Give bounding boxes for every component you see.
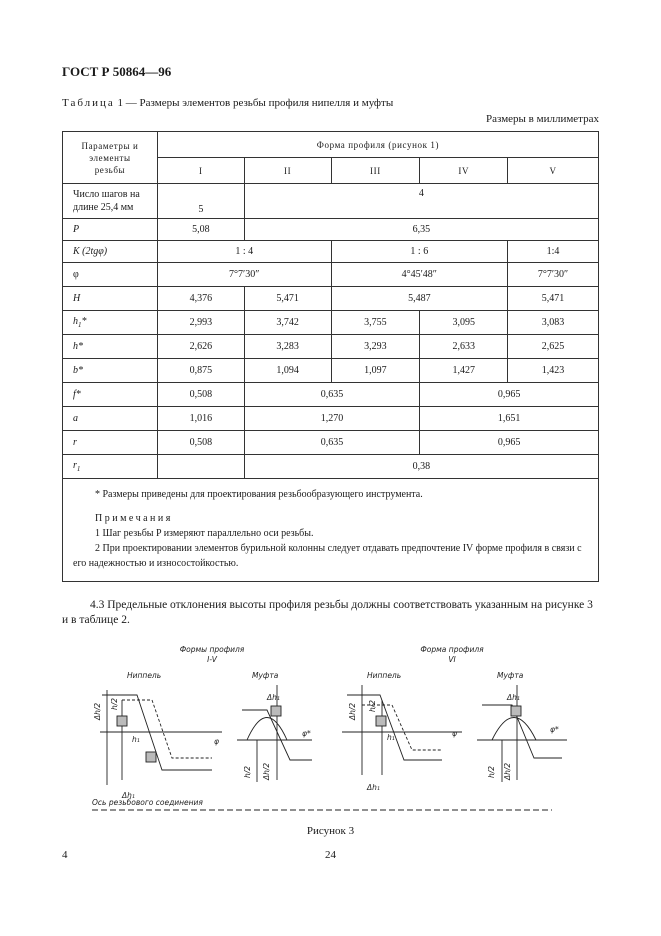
hatched-mark	[271, 706, 281, 716]
row-label: Число шагов на длине 25,4 мм	[63, 184, 158, 219]
figure-caption: Рисунок 3	[306, 825, 355, 837]
table-cell: 7°7′30″	[508, 263, 599, 287]
row-label: K (2tgφ)	[63, 241, 158, 263]
table-cell: 2,625	[508, 335, 599, 359]
table-cell: 1,423	[508, 359, 599, 383]
table-cell: 1,270	[244, 407, 420, 431]
dim-dh1-label: Δh₁	[507, 693, 520, 702]
phi-label: φ	[214, 737, 219, 746]
table-row	[63, 407, 599, 431]
group1-title: Формы профиля	[179, 645, 245, 654]
row-label: P	[63, 219, 158, 241]
table-caption-text: 1 — Размеры элементов резьбы профиля нипелля и муфты	[114, 97, 394, 109]
dim-dh1-label: Δh₁	[367, 783, 380, 792]
table-cell: 2,633	[420, 335, 508, 359]
table-row	[63, 287, 599, 311]
hatched-mark	[376, 716, 386, 726]
table-caption	[62, 97, 393, 109]
column-header: V	[508, 158, 599, 184]
form-header: Форма профиля (рисунок 1)	[157, 132, 598, 158]
table-cell: 0,635	[244, 383, 420, 407]
phistar-label: φ*	[302, 729, 311, 738]
column-header: I	[157, 158, 244, 184]
table-cell: 5,471	[244, 287, 331, 311]
row-label-main: r	[73, 460, 77, 471]
table-cell: 5,487	[331, 287, 508, 311]
param-header: Параметры и элементы резьбы	[63, 132, 158, 184]
group2-sub: VI	[448, 655, 456, 664]
table-cell: 7°7′30″	[157, 263, 331, 287]
row-label	[63, 455, 158, 479]
table-cell: 3,293	[331, 335, 420, 359]
table-row	[63, 311, 599, 335]
row-label: H	[63, 287, 158, 311]
nipple-label-1: Ниппель	[127, 671, 162, 680]
table-cell: 4°45′48″	[331, 263, 508, 287]
note-1: 1 Шаг резьбы P измеряют параллельно оси резьбы.	[95, 528, 314, 539]
table-caption-prefix: Таблица	[62, 97, 115, 109]
group2-title: Форма профиля	[420, 645, 484, 654]
group1-sub: I-V	[207, 655, 217, 664]
table-cell: 3,083	[508, 311, 599, 335]
dim-h2-label: h/2	[110, 697, 119, 710]
column-header: II	[244, 158, 331, 184]
row-label: f*	[63, 383, 158, 407]
table-cell: 1,094	[244, 359, 331, 383]
table-row	[63, 383, 599, 407]
notes-title: Примечания	[95, 513, 173, 524]
row-label: b*	[63, 359, 158, 383]
table-cell: 4	[244, 184, 598, 219]
table-cell: 1,016	[157, 407, 244, 431]
nipple-profile-line	[347, 695, 442, 760]
hatched-mark	[146, 752, 156, 762]
row-label	[63, 311, 158, 335]
table-cell: 3,283	[244, 335, 331, 359]
dim-dh2-label: Δh/2	[262, 762, 271, 780]
column-header: IV	[420, 158, 508, 184]
table-cell: 0,965	[420, 383, 599, 407]
table-row	[63, 479, 599, 582]
table-cell: 1:4	[508, 241, 599, 263]
table-cell: 2,993	[157, 311, 244, 335]
dim-dh1-label: Δh₁	[122, 791, 135, 800]
table-cell: 0,38	[244, 455, 598, 479]
table-row	[63, 455, 599, 479]
dim-dh2-label: Δh/2	[93, 702, 102, 720]
table-cell: 1,651	[420, 407, 599, 431]
dimensions-table	[62, 131, 599, 582]
document-header: ГОСТ Р 50864—96	[62, 64, 172, 79]
dim-dh2-label: Δh/2	[503, 762, 512, 780]
table-cell: 0,508	[157, 383, 244, 407]
table-row	[63, 263, 599, 287]
table-cell: 1,097	[331, 359, 420, 383]
table-row	[63, 219, 599, 241]
dim-h2-label: h/2	[487, 765, 496, 778]
units-note: Размеры в миллиметрах	[486, 113, 599, 125]
table-cell: 1,427	[420, 359, 508, 383]
dim-h2-label: h/2	[243, 765, 252, 778]
dim-dh1-label: Δh₁	[267, 693, 280, 702]
table-cell: 5,471	[508, 287, 599, 311]
nipple-dashed-line	[122, 700, 212, 758]
coupling-arc	[247, 718, 287, 741]
page-number-left: 4	[62, 849, 68, 861]
table-cell: 0,875	[157, 359, 244, 383]
table-cell: 5	[157, 184, 244, 219]
table-cell: 1 : 4	[157, 241, 331, 263]
dim-h2-label: h/2	[368, 699, 377, 712]
row-label: r	[63, 431, 158, 455]
table-notes	[63, 479, 599, 582]
axis-label: Ось резьбового соединения	[92, 798, 203, 807]
row-label: a	[63, 407, 158, 431]
table-cell: 0,965	[420, 431, 599, 455]
footnote: * Размеры приведены для проектирования резьбообразующего инструмента.	[95, 489, 423, 500]
page-number-center: 24	[325, 849, 336, 861]
coupling-arc	[492, 718, 536, 741]
coupling-label-1: Муфта	[252, 671, 279, 680]
row-label-main: h	[73, 316, 78, 327]
figure-3-drawing	[62, 640, 582, 820]
table-cell: 5,08	[157, 219, 244, 241]
phistar-label: φ*	[550, 725, 559, 734]
table-cell: 2,626	[157, 335, 244, 359]
table-cell: 3,742	[244, 311, 331, 335]
phi-label: φ	[452, 729, 457, 738]
table-cell: 4,376	[157, 287, 244, 311]
table-row	[63, 241, 599, 263]
row-label: h*	[63, 335, 158, 359]
table-cell	[157, 455, 244, 479]
table-row	[63, 431, 599, 455]
table-cell: 0,635	[244, 431, 420, 455]
table-cell: 1 : 6	[331, 241, 508, 263]
coupling-label-2: Муфта	[497, 671, 524, 680]
table-cell: 0,508	[157, 431, 244, 455]
table-row	[63, 359, 599, 383]
row-label-sub: 1	[76, 465, 81, 473]
hatched-mark	[511, 706, 521, 716]
dim-h1-label: h₁	[387, 733, 395, 742]
row-label-star: *	[81, 316, 87, 327]
table-cell: 3,095	[420, 311, 508, 335]
dim-h1-label: h₁	[132, 735, 140, 744]
hatched-mark	[117, 716, 127, 726]
nipple-label-2: Ниппель	[367, 671, 402, 680]
table-row	[63, 335, 599, 359]
table-row	[63, 184, 599, 219]
row-label: φ	[63, 263, 158, 287]
paragraph-4-3: 4.3 Предельные отклонения высоты профиля резьбы должны соответствовать указанным на рисунке 3 и в таблице 2.	[62, 599, 593, 626]
dim-dh2-label: Δh/2	[348, 702, 357, 720]
column-header: III	[331, 158, 420, 184]
table-cell: 6,35	[244, 219, 598, 241]
row-label-sub: 1	[78, 321, 82, 329]
table-cell: 3,755	[331, 311, 420, 335]
note-2: 2 При проектировании элементов бурильной колонны следует отдавать предпочтение IV форме профиля в связи с его надежностью и износостойкостью.	[73, 543, 582, 569]
